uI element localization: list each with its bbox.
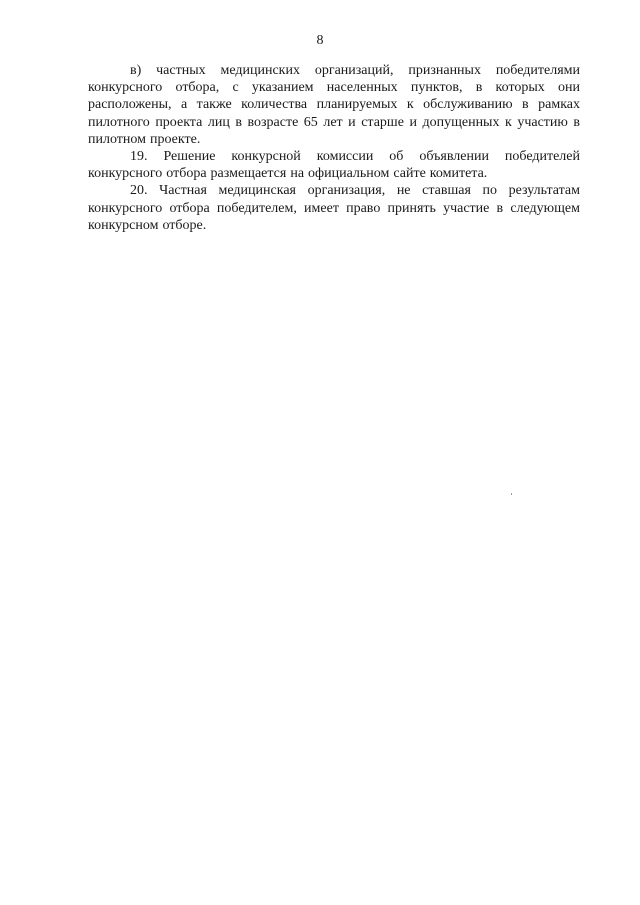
document-body	[88, 62, 580, 234]
paragraph-20: 20. Частная медицинская организация, не ставшая по результатам конкурсного отбора победителем, имеет право принять участие в следующем конкурсном отборе.	[88, 183, 580, 233]
paragraph-item-v: в) частных медицинских организаций, признанных победителями конкурсного отбора, с указанием населенных пунктов, в которых они расположены, а также количества планируемых к обслуживанию в рамках пилотного проекта лиц в возрасте 65 лет и старше и допущенных к участию в пилотном проекте.	[88, 63, 580, 147]
scan-speck	[511, 493, 512, 495]
page-number: 8	[316, 33, 324, 48]
paragraph-19: 19. Решение конкурсной комиссии об объявлении победителей конкурсного отбора размещается на официальном сайте комитета.	[88, 149, 580, 182]
